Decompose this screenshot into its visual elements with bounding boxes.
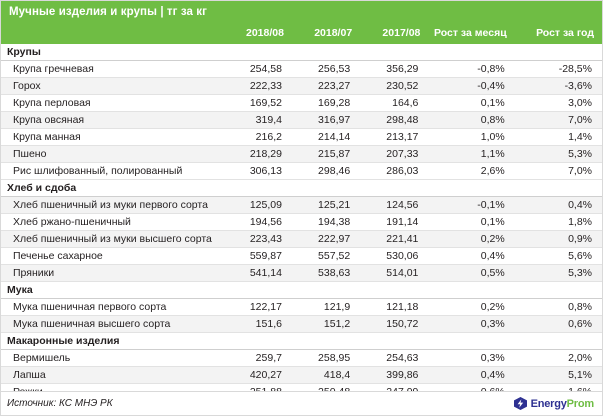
row-cell-v1: 541,14 xyxy=(224,265,292,282)
group-cell-y xyxy=(515,180,602,197)
row-cell-v3: 221,41 xyxy=(360,231,428,248)
group-cell-v2 xyxy=(292,44,360,61)
table-row xyxy=(1,112,602,129)
table-row xyxy=(1,265,602,282)
row-cell-m: 0,3% xyxy=(428,350,514,367)
row-cell-v3: 514,01 xyxy=(360,265,428,282)
footer xyxy=(1,391,602,415)
row-cell-v2: 222,97 xyxy=(292,231,360,248)
row-label: Вермишель xyxy=(1,350,224,367)
group-label: Макаронные изделия xyxy=(1,333,224,350)
logo-mark-icon xyxy=(514,397,527,410)
table-group-row xyxy=(1,44,602,61)
group-cell-m xyxy=(428,282,514,299)
table-row xyxy=(1,316,602,333)
row-cell-y: 5,6% xyxy=(515,248,602,265)
row-cell-v3: 213,17 xyxy=(360,129,428,146)
row-cell-m: 1,1% xyxy=(428,146,514,163)
row-label: Хлеб ржано-пшеничный xyxy=(1,214,224,231)
row-cell-m: 0,2% xyxy=(428,299,514,316)
column-header-2017-08: 2017/08 xyxy=(360,23,428,44)
column-header-growth-month: Рост за месяц xyxy=(428,23,514,44)
table-row xyxy=(1,231,602,248)
group-cell-v1 xyxy=(224,180,292,197)
group-label: Мука xyxy=(1,282,224,299)
row-cell-y: 1,4% xyxy=(515,129,602,146)
row-cell-y: 5,1% xyxy=(515,367,602,384)
row-cell-m: 0,1% xyxy=(428,214,514,231)
price-table xyxy=(1,23,602,401)
row-label: Печенье сахарное xyxy=(1,248,224,265)
row-cell-v1: 223,43 xyxy=(224,231,292,248)
group-cell-v3 xyxy=(360,333,428,350)
row-cell-m: -0,1% xyxy=(428,197,514,214)
row-cell-y: 0,8% xyxy=(515,299,602,316)
row-cell-v3: 124,56 xyxy=(360,197,428,214)
group-label: Крупы xyxy=(1,44,224,61)
energyprom-logo xyxy=(514,397,594,410)
source-note: Источник: КС МНЭ РК xyxy=(7,398,113,409)
table-header xyxy=(1,23,602,44)
row-cell-v2: 125,21 xyxy=(292,197,360,214)
row-cell-v1: 216,2 xyxy=(224,129,292,146)
column-header-growth-year: Рост за год xyxy=(515,23,602,44)
table-group-row xyxy=(1,333,602,350)
table-header-row xyxy=(1,23,602,44)
table-group-row xyxy=(1,282,602,299)
row-label: Крупа перловая xyxy=(1,95,224,112)
row-cell-v1: 122,17 xyxy=(224,299,292,316)
row-cell-v1: 559,87 xyxy=(224,248,292,265)
row-cell-v1: 319,4 xyxy=(224,112,292,129)
group-cell-y xyxy=(515,44,602,61)
logo-wordmark xyxy=(531,398,594,410)
group-cell-v3 xyxy=(360,282,428,299)
row-cell-y: -3,6% xyxy=(515,78,602,95)
table-row xyxy=(1,299,602,316)
row-cell-v1: 218,29 xyxy=(224,146,292,163)
table-group-row xyxy=(1,180,602,197)
row-cell-v3: 286,03 xyxy=(360,163,428,180)
row-cell-v1: 194,56 xyxy=(224,214,292,231)
group-cell-v2 xyxy=(292,282,360,299)
row-cell-v3: 298,48 xyxy=(360,112,428,129)
row-label: Крупа гречневая xyxy=(1,61,224,78)
row-cell-y: 2,0% xyxy=(515,350,602,367)
row-cell-v2: 215,87 xyxy=(292,146,360,163)
row-cell-v3: 121,18 xyxy=(360,299,428,316)
row-cell-v2: 258,95 xyxy=(292,350,360,367)
row-cell-m: 0,1% xyxy=(428,95,514,112)
page-title: Мучные изделия и крупы | тг за кг xyxy=(9,6,208,18)
row-cell-v2: 169,28 xyxy=(292,95,360,112)
row-cell-m: 0,2% xyxy=(428,231,514,248)
row-cell-v1: 259,7 xyxy=(224,350,292,367)
row-cell-m: 0,4% xyxy=(428,367,514,384)
table-row xyxy=(1,248,602,265)
row-cell-y: 0,4% xyxy=(515,197,602,214)
row-cell-y: 7,0% xyxy=(515,112,602,129)
row-cell-y: 7,0% xyxy=(515,163,602,180)
row-label: Горох xyxy=(1,78,224,95)
group-cell-v1 xyxy=(224,282,292,299)
table-row xyxy=(1,350,602,367)
header-bar xyxy=(1,1,602,23)
group-cell-m xyxy=(428,333,514,350)
row-label: Рис шлифованный, полированный xyxy=(1,163,224,180)
row-cell-v2: 418,4 xyxy=(292,367,360,384)
row-cell-v2: 223,27 xyxy=(292,78,360,95)
group-cell-m xyxy=(428,180,514,197)
table-row xyxy=(1,214,602,231)
row-label: Пряники xyxy=(1,265,224,282)
group-cell-y xyxy=(515,333,602,350)
row-cell-v3: 230,52 xyxy=(360,78,428,95)
logo-word-prom: Prom xyxy=(566,397,594,410)
table-row xyxy=(1,95,602,112)
row-cell-m: 2,6% xyxy=(428,163,514,180)
row-label: Крупа овсяная xyxy=(1,112,224,129)
row-label: Пшено xyxy=(1,146,224,163)
row-cell-v1: 420,27 xyxy=(224,367,292,384)
row-cell-v2: 121,9 xyxy=(292,299,360,316)
row-cell-v2: 214,14 xyxy=(292,129,360,146)
row-cell-m: -0,4% xyxy=(428,78,514,95)
row-cell-v1: 151,6 xyxy=(224,316,292,333)
row-cell-y: 5,3% xyxy=(515,146,602,163)
row-cell-v3: 399,86 xyxy=(360,367,428,384)
row-cell-v3: 356,29 xyxy=(360,61,428,78)
row-cell-v3: 150,72 xyxy=(360,316,428,333)
row-cell-v2: 194,38 xyxy=(292,214,360,231)
row-cell-v2: 298,46 xyxy=(292,163,360,180)
row-cell-m: 0,3% xyxy=(428,316,514,333)
table-row xyxy=(1,367,602,384)
group-cell-v3 xyxy=(360,44,428,61)
column-header-2018-08: 2018/08 xyxy=(224,23,292,44)
group-cell-v3 xyxy=(360,180,428,197)
row-cell-y: 1,8% xyxy=(515,214,602,231)
row-cell-y: -28,5% xyxy=(515,61,602,78)
group-cell-v2 xyxy=(292,333,360,350)
table-row xyxy=(1,78,602,95)
group-cell-v1 xyxy=(224,44,292,61)
table-body xyxy=(1,44,602,401)
row-label: Мука пшеничная первого сорта xyxy=(1,299,224,316)
row-cell-y: 5,3% xyxy=(515,265,602,282)
row-cell-y: 0,9% xyxy=(515,231,602,248)
row-cell-m: 1,0% xyxy=(428,129,514,146)
table-row xyxy=(1,163,602,180)
row-cell-v1: 306,13 xyxy=(224,163,292,180)
table-row xyxy=(1,146,602,163)
row-cell-v1: 222,33 xyxy=(224,78,292,95)
row-label: Хлеб пшеничный из муки первого сорта xyxy=(1,197,224,214)
table-row xyxy=(1,129,602,146)
row-label: Лапша xyxy=(1,367,224,384)
table-row xyxy=(1,197,602,214)
row-label: Крупа манная xyxy=(1,129,224,146)
row-cell-v2: 557,52 xyxy=(292,248,360,265)
logo-word-energy: Energy xyxy=(530,397,567,410)
row-cell-v3: 254,63 xyxy=(360,350,428,367)
row-label: Мука пшеничная высшего сорта xyxy=(1,316,224,333)
row-cell-v3: 191,14 xyxy=(360,214,428,231)
row-cell-v2: 256,53 xyxy=(292,61,360,78)
group-cell-v1 xyxy=(224,333,292,350)
row-cell-v1: 125,09 xyxy=(224,197,292,214)
row-cell-v3: 530,06 xyxy=(360,248,428,265)
group-cell-m xyxy=(428,44,514,61)
row-cell-v3: 164,6 xyxy=(360,95,428,112)
row-cell-m: 0,8% xyxy=(428,112,514,129)
group-label: Хлеб и сдоба xyxy=(1,180,224,197)
row-cell-m: 0,5% xyxy=(428,265,514,282)
row-cell-v1: 254,58 xyxy=(224,61,292,78)
row-cell-v2: 538,63 xyxy=(292,265,360,282)
row-cell-y: 0,6% xyxy=(515,316,602,333)
row-cell-v2: 151,2 xyxy=(292,316,360,333)
row-cell-v3: 207,33 xyxy=(360,146,428,163)
table-row xyxy=(1,61,602,78)
column-header-name xyxy=(1,23,224,44)
column-header-2018-07: 2018/07 xyxy=(292,23,360,44)
row-label: Хлеб пшеничный из муки высшего сорта xyxy=(1,231,224,248)
row-cell-v2: 316,97 xyxy=(292,112,360,129)
row-cell-y: 3,0% xyxy=(515,95,602,112)
row-cell-m: 0,4% xyxy=(428,248,514,265)
group-cell-v2 xyxy=(292,180,360,197)
row-cell-v1: 169,52 xyxy=(224,95,292,112)
group-cell-y xyxy=(515,282,602,299)
row-cell-m: -0,8% xyxy=(428,61,514,78)
